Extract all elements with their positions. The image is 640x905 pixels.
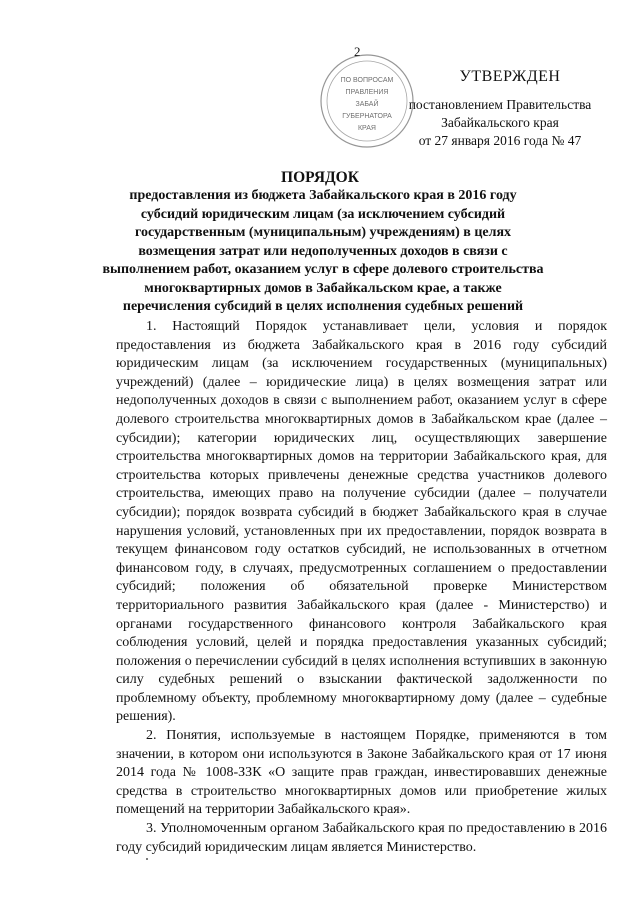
page-number: 2: [354, 44, 361, 59]
paragraph-2: 2. Понятия, используемые в настоящем Порядке, применяются в том значении, в котором они используются в Законе Забайкальского края от 17 июня 2014 года № 1008-ЗЗК «О защите прав граждан, инвестировавших денежные средства в строительство многоквартирных домов или приобретение жилых помещений на территории Забайкальского края».: [116, 728, 607, 818]
approval-title: УТВЕРЖДЕН: [459, 68, 561, 85]
stamp-line-2: ПРАВЛЕНИЯ: [345, 89, 389, 96]
approval-block: [380, 68, 620, 150]
stamp-line-4: ГУБЕРНАТОРА: [342, 113, 392, 120]
paragraph-3: 3. Уполномоченным органом Забайкальского края по предоставлению в 2016 году субсидий юридическим лицам является Министерство.: [116, 821, 607, 855]
document-title: ПОРЯДОК: [281, 169, 359, 186]
stamp-line-1: ПО ВОПРОСАМ: [340, 77, 394, 84]
approval-line-3: от 27 января 2016 года № 47: [418, 133, 582, 148]
paragraph-1: 1. Настоящий Порядок устанавливает цели, условия и порядок предоставления из бюджета Забайкальского края в 2016 году субсидий юридическим лицам (за исключением государственных (муниципальных) учреждений) (далее – юридические лица) в целях возмещения затрат или недополученных доходов в связи с выполнением работ, оказанием услуг в сфере долевого строительства многоквартирных домов в Забайкальском крае (далее – субсидии); категории юридических лиц, осуществляющих завершение строительства многоквартирных домов на территории Забайкальского края, для строительства которых привлечены денежные средства участников долевого строительства, имеющих право на получение субсидии (далее – получатели субсидии); порядок возврата субсидий в бюджет Забайкальского края в случае нарушения условий, установленных при их предоставлении, порядок возврата в текущем финансовом году остатков субсидий, не использованных в отчетном финансовом году, в случаях, предусмотренных соглашением о предоставлении субсидий; положения об обязательной проверке Министерством территориального развития Забайкальского края (далее - Министерство) и органами государственного финансового контроля Забайкальского края соблюдения условий, целей и порядка предоставления указанных субсидий; положения о перечислении субсидий в целях исполнения вступивших в законную силу судебных решений о взыскании фактической задолженности по проблемному объекту, проблемному многоквартирному дому (далее – судебные решения).: [116, 319, 607, 725]
approval-line-1: постановлением Правительства: [408, 97, 592, 112]
document-subtitle: предоставления из бюджета Забайкальского края в 2016 году субсидий юридическим лицам (за исключением субсидий государственным (муниципальным) учреждениям) в целях возмещения затрат или недополученных доходов в связи с выполнением работ, оказанием услуг в сфере долевого строительства многоквартирных домов в Забайкальском крае, а также перечисления субсидий в целях исполнения судебных решений: [102, 188, 544, 314]
document-body: [116, 318, 607, 857]
scan-artifact-dot: [146, 858, 148, 860]
stamp-line-3: ЗАБАЙ: [355, 101, 379, 108]
stamp-line-5: КРАЯ: [357, 125, 377, 132]
approval-line-2: Забайкальского края: [441, 115, 559, 130]
